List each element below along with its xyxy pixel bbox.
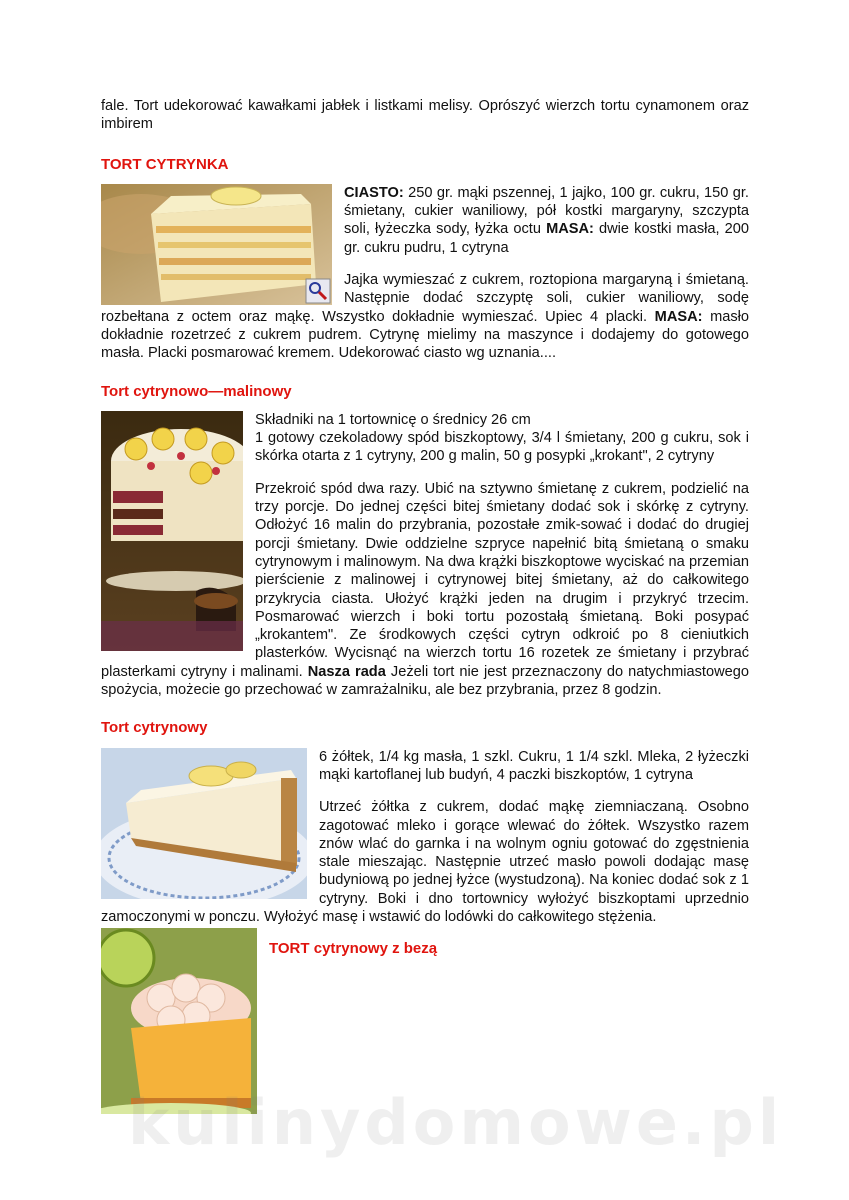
recipe2-ingredients: 1 gotowy czekoladowy spód biszkoptowy, 3/4 l śmietany, 200 g cukru, sok i skórka otarta z 1 cytryny, 200 g malin, 50 g posypki „krokant", 2 cytryny <box>255 430 749 465</box>
tort-cytrynowo-malinowy-photo <box>101 411 243 651</box>
recipe2-ingredients-head: Składniki na 1 tortownicę o średnicy 26 cm <box>255 411 531 428</box>
recipe1-method-b: masło dokładnie rozetrzeć z cukrem pudrem. Cytrynę mielimy na maszynce i dodajemy do gotowego masła. Placki posmarować kremem. Udekorować ciasto wg uznania.... <box>101 308 749 362</box>
tort-cytrynowy-photo <box>101 748 307 899</box>
label-masa: MASA: <box>546 221 594 238</box>
recipe1-method-label: MASA: <box>654 308 703 325</box>
recipe2-method-a: Przekroić spód dwa razy. Ubić na sztywno śmietanę z cukrem, podzielić na trzy porcje. Do jednej części bitej śmietany dodać sok i skórkę z cytryny. Odłożyć 16 malin do przybrania, pozostałe zmik-sować i dodać do drugiej porcji śmietany. Dwie oddzielne szpryce napełnić bitą śmietaną o smaku cytrynowym i malinowym. Na dwa krążki biszkoptowe wyciskać na przemian pierścienie z malinowej i cytrynowej bitej śmietany, aż do całkowitego przykrycia ciasta. Ułożyć krążki jeden na drugim i przykryć trzecim. Posmarować wierzch i boki tortu pozostałą śmietaną. Boki posypać „krokantem". Ze środkowych części cytryn odkroić po 8 cieniutkich plasterków. Wycisnąć na wierzch tortu 16 rozetek ze śmietany i przybrać plasterkami cytryny i malinami. <box>101 480 749 680</box>
label-ciasto: CIASTO: <box>344 184 404 201</box>
ciasto-text: 250 gr. mąki pszennej, 1 jajko, 100 gr. cukru, 150 gr. śmietany, cukier waniliowy, pół kostki margaryny, szczypta soli, łyżeczka sody, łyżka octu <box>344 184 749 238</box>
tort-cytrynka-photo <box>101 184 332 305</box>
recipe3-ingredients: 6 żółtek, 1/4 kg masła, 1 szkl. Cukru, 1 1/4 szkl. Mleka, 2 łyżeczki mąki kartoflanej lub budyń, 4 paczki biszkoptów, 1 cytryna <box>319 748 749 783</box>
recipe3-method: Utrzeć żółtka z cukrem, dodać mąkę ziemniaczaną. Osobno zagotować mleko i gorące wlewać do żółtek. Wszystko razem znów wlać do garnka i na wolnym ogniu gotować do zgęstnienia stale mieszając. Następnie utrzeć masło powoli dodając masę budyniową po jednej łyżce (wystudzoną). Na koniec dodać sok z 1 cytryny. Boki i dno tortownicy wyłożyć biszkoptami uprzednio zamoczonymi w ponczu. Wyłożyć masę i wstawić do lodówki do całkowitego stężenia. <box>101 799 749 925</box>
recipe-title-tort-cytrynowo-malinowy: Tort cytrynowo—malinowy <box>101 382 292 400</box>
recipe1-method-a: Jajka wymieszać z cukrem, roztopiona margaryną i śmietaną. Następnie dodać szczyptę soli, cukier waniliowy, sodę rozbełtana z octem oraz mąkę. Wszystko dokładnie wymieszać. Upiec 4 placki. <box>101 272 749 325</box>
recipe-title-tort-cytrynka: TORT CYTRYNKA <box>101 155 229 173</box>
intro-paragraph: fale. Tort udekorować kawałkami jabłek i listkami melisy. Oprószyć wierzch tortu cynamonem oraz imbirem <box>101 98 749 133</box>
masa-text: dwie kostki masła, 200 gr. cukru pudru, 1 cytryna <box>344 221 749 256</box>
recipe-title-tort-cytrynowy-z-beza: TORT cytrynowy z bezą <box>269 940 438 958</box>
recipe2-tip-label: Nasza rada <box>307 663 386 680</box>
document-page <box>101 97 749 1116</box>
recipe2-method-b: Jeżeli tort nie jest przeznaczony do natychmiastowego spożycia, możecie go przechować w zamrażalniku, ale bez przybrania, przez 8 godzin. <box>101 663 749 699</box>
site-watermark: kulinydomowe.pl <box>128 1086 784 1159</box>
recipe-title-tort-cytrynowy: Tort cytrynowy <box>101 719 208 737</box>
